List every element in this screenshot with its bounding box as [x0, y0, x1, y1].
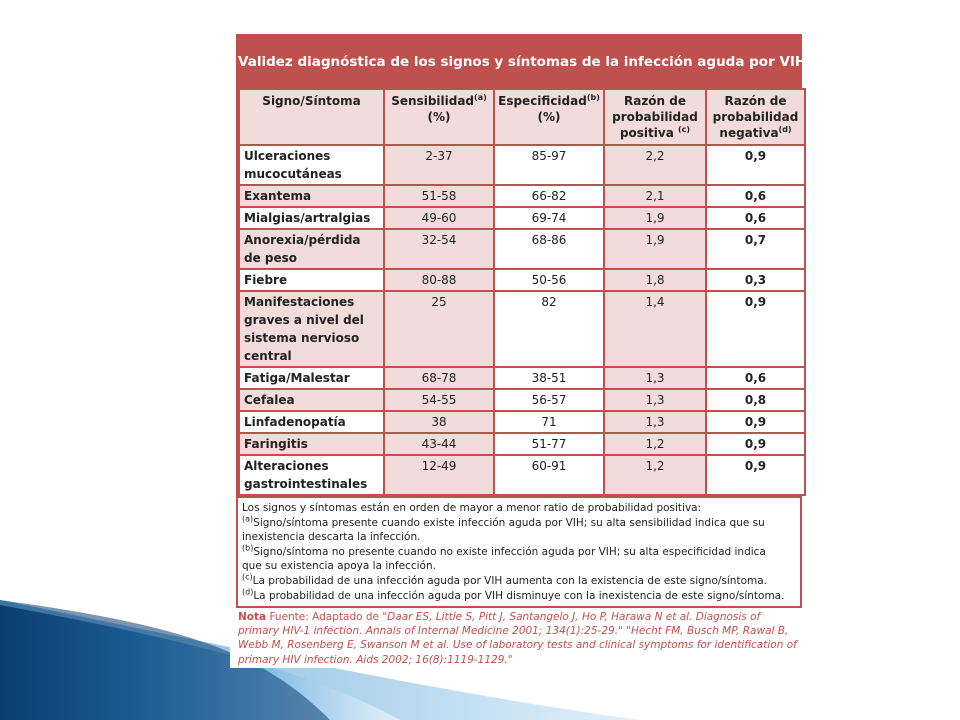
specificity-cell: 38-51 [494, 367, 604, 389]
header-sign: Signo/Síntoma [239, 89, 384, 145]
lr-positive-cell: 1,8 [604, 269, 706, 291]
sensitivity-cell: 32-54 [384, 229, 494, 269]
table-row [239, 229, 805, 269]
note-c: $^{(c)}$La probabilidad de una infección aguda por VIH aumenta con la existencia de este signo/síntoma. [242, 572, 767, 587]
lr-negative-cell: 0,9 [706, 145, 805, 185]
sensitivity-cell: 38 [384, 411, 494, 433]
header-specificity: Especificidad$^{(b)}$ (%) [494, 89, 604, 145]
table-row [239, 367, 805, 389]
sensitivity-cell: 43-44 [384, 433, 494, 455]
lr-negative-cell: 0,9 [706, 411, 805, 433]
table-row [239, 433, 805, 455]
note-a-cont: inexistencia descarta la infección. [242, 531, 421, 544]
source-label: Nota [238, 611, 267, 623]
sensitivity-cell: 80-88 [384, 269, 494, 291]
sign-cell: Anorexia/pérdida de peso [239, 229, 384, 269]
lr-positive-cell: 2,1 [604, 185, 706, 207]
notes-intro: Los signos y síntomas están en orden de mayor a menor ratio de probabilidad positiva: [242, 502, 702, 514]
table-row [239, 207, 805, 229]
sign-cell: Fatiga/Malestar [239, 367, 384, 389]
specificity-cell: 85-97 [494, 145, 604, 185]
sign-cell: Fiebre [239, 269, 384, 291]
header-lr-positive: Razón de probabilidad positiva $^{(c)}$ [604, 89, 706, 145]
table-title: Validez diagnóstica de los signos y síntomas de la infección aguda por VIH [238, 36, 800, 88]
sign-cell: Faringitis [239, 433, 384, 455]
specificity-cell: 69-74 [494, 207, 604, 229]
table-notes [238, 496, 800, 606]
table-row [239, 411, 805, 433]
lr-negative-cell: 0,9 [706, 433, 805, 455]
lr-positive-cell: 1,9 [604, 229, 706, 269]
lr-negative-cell: 0,6 [706, 185, 805, 207]
specificity-cell: 68-86 [494, 229, 604, 269]
sensitivity-cell: 51-58 [384, 185, 494, 207]
sign-cell: Ulceraciones mucocutáneas [239, 145, 384, 185]
specificity-cell: 71 [494, 411, 604, 433]
specificity-cell: 50-56 [494, 269, 604, 291]
lr-negative-cell: 0,6 [706, 207, 805, 229]
lr-negative-cell: 0,9 [706, 291, 805, 367]
specificity-cell: 66-82 [494, 185, 604, 207]
lr-positive-cell: 1,3 [604, 411, 706, 433]
lr-negative-cell: 0,7 [706, 229, 805, 269]
sensitivity-cell: 68-78 [384, 367, 494, 389]
sign-cell: Alteraciones gastrointestinales [239, 455, 384, 495]
lr-positive-cell: 2,2 [604, 145, 706, 185]
header-sensitivity: Sensibilidad$^{(a)}$ (%) [384, 89, 494, 145]
lr-negative-cell: 0,9 [706, 455, 805, 495]
sign-cell: Exantema [239, 185, 384, 207]
note-d: $^{(d)}$La probabilidad de una infección aguda por VIH disminuye con la inexistencia de este signo/síntoma. [242, 587, 785, 602]
source-prefix: Fuente: Adaptado de [266, 611, 383, 623]
specificity-cell: 60-91 [494, 455, 604, 495]
sign-cell: Linfadenopatía [239, 411, 384, 433]
note-b: $^{(b)}$Signo/síntoma no presente cuando no existe infección aguda por VIH; su alta especificidad indica [242, 543, 766, 558]
data-table [238, 88, 806, 496]
table-card [230, 28, 810, 668]
lr-positive-cell: 1,3 [604, 367, 706, 389]
note-a: $^{(a)}$Signo/síntoma presente cuando existe infección aguda por VIH; su alta sensibilidad indica que su [242, 514, 765, 529]
sign-cell: Manifestaciones graves a nivel del sistema nervioso central [239, 291, 384, 367]
sign-cell: Mialgias/artralgias [239, 207, 384, 229]
lr-positive-cell: 1,2 [604, 433, 706, 455]
table-row [239, 145, 805, 185]
sensitivity-cell: 2-37 [384, 145, 494, 185]
table-row [239, 185, 805, 207]
table-row [239, 389, 805, 411]
lr-negative-cell: 0,8 [706, 389, 805, 411]
sensitivity-cell: 12-49 [384, 455, 494, 495]
specificity-cell: 51-77 [494, 433, 604, 455]
sensitivity-cell: 49-60 [384, 207, 494, 229]
table-row [239, 455, 805, 495]
table-row [239, 291, 805, 367]
lr-positive-cell: 1,9 [604, 207, 706, 229]
lr-negative-cell: 0,6 [706, 367, 805, 389]
lr-positive-cell: 1,2 [604, 455, 706, 495]
sensitivity-cell: 54-55 [384, 389, 494, 411]
lr-positive-cell: 1,4 [604, 291, 706, 367]
header-lr-negative: Razón de probabilidad negativa$^{(d)}$ [706, 89, 805, 145]
sign-cell: Cefalea [239, 389, 384, 411]
source-citation: "Daar ES, Little S, Pitt J, Santangelo J, Ho P, Harawa N et al. Diagnosis of primary HIV-1 infection. Annals of Internal Medicine 2001; 134(1):25-29." "Hecht FM, Busch MP, Rawal B, Webb M, Rosenberg E, Swanson M et al. Use of laboratory tests and clinical symptoms for identification of primary HIV infection. Aids 2002; 16(8):1119-1129." [238, 611, 797, 666]
diagnostic-table [236, 34, 807, 608]
specificity-cell: 82 [494, 291, 604, 367]
lr-negative-cell: 0,3 [706, 269, 805, 291]
table-row [239, 269, 805, 291]
specificity-cell: 56-57 [494, 389, 604, 411]
note-b-cont: que su existencia apoya la infección. [242, 560, 436, 573]
source-note [238, 610, 804, 667]
lr-positive-cell: 1,3 [604, 389, 706, 411]
header-row [239, 89, 805, 145]
sensitivity-cell: 25 [384, 291, 494, 367]
